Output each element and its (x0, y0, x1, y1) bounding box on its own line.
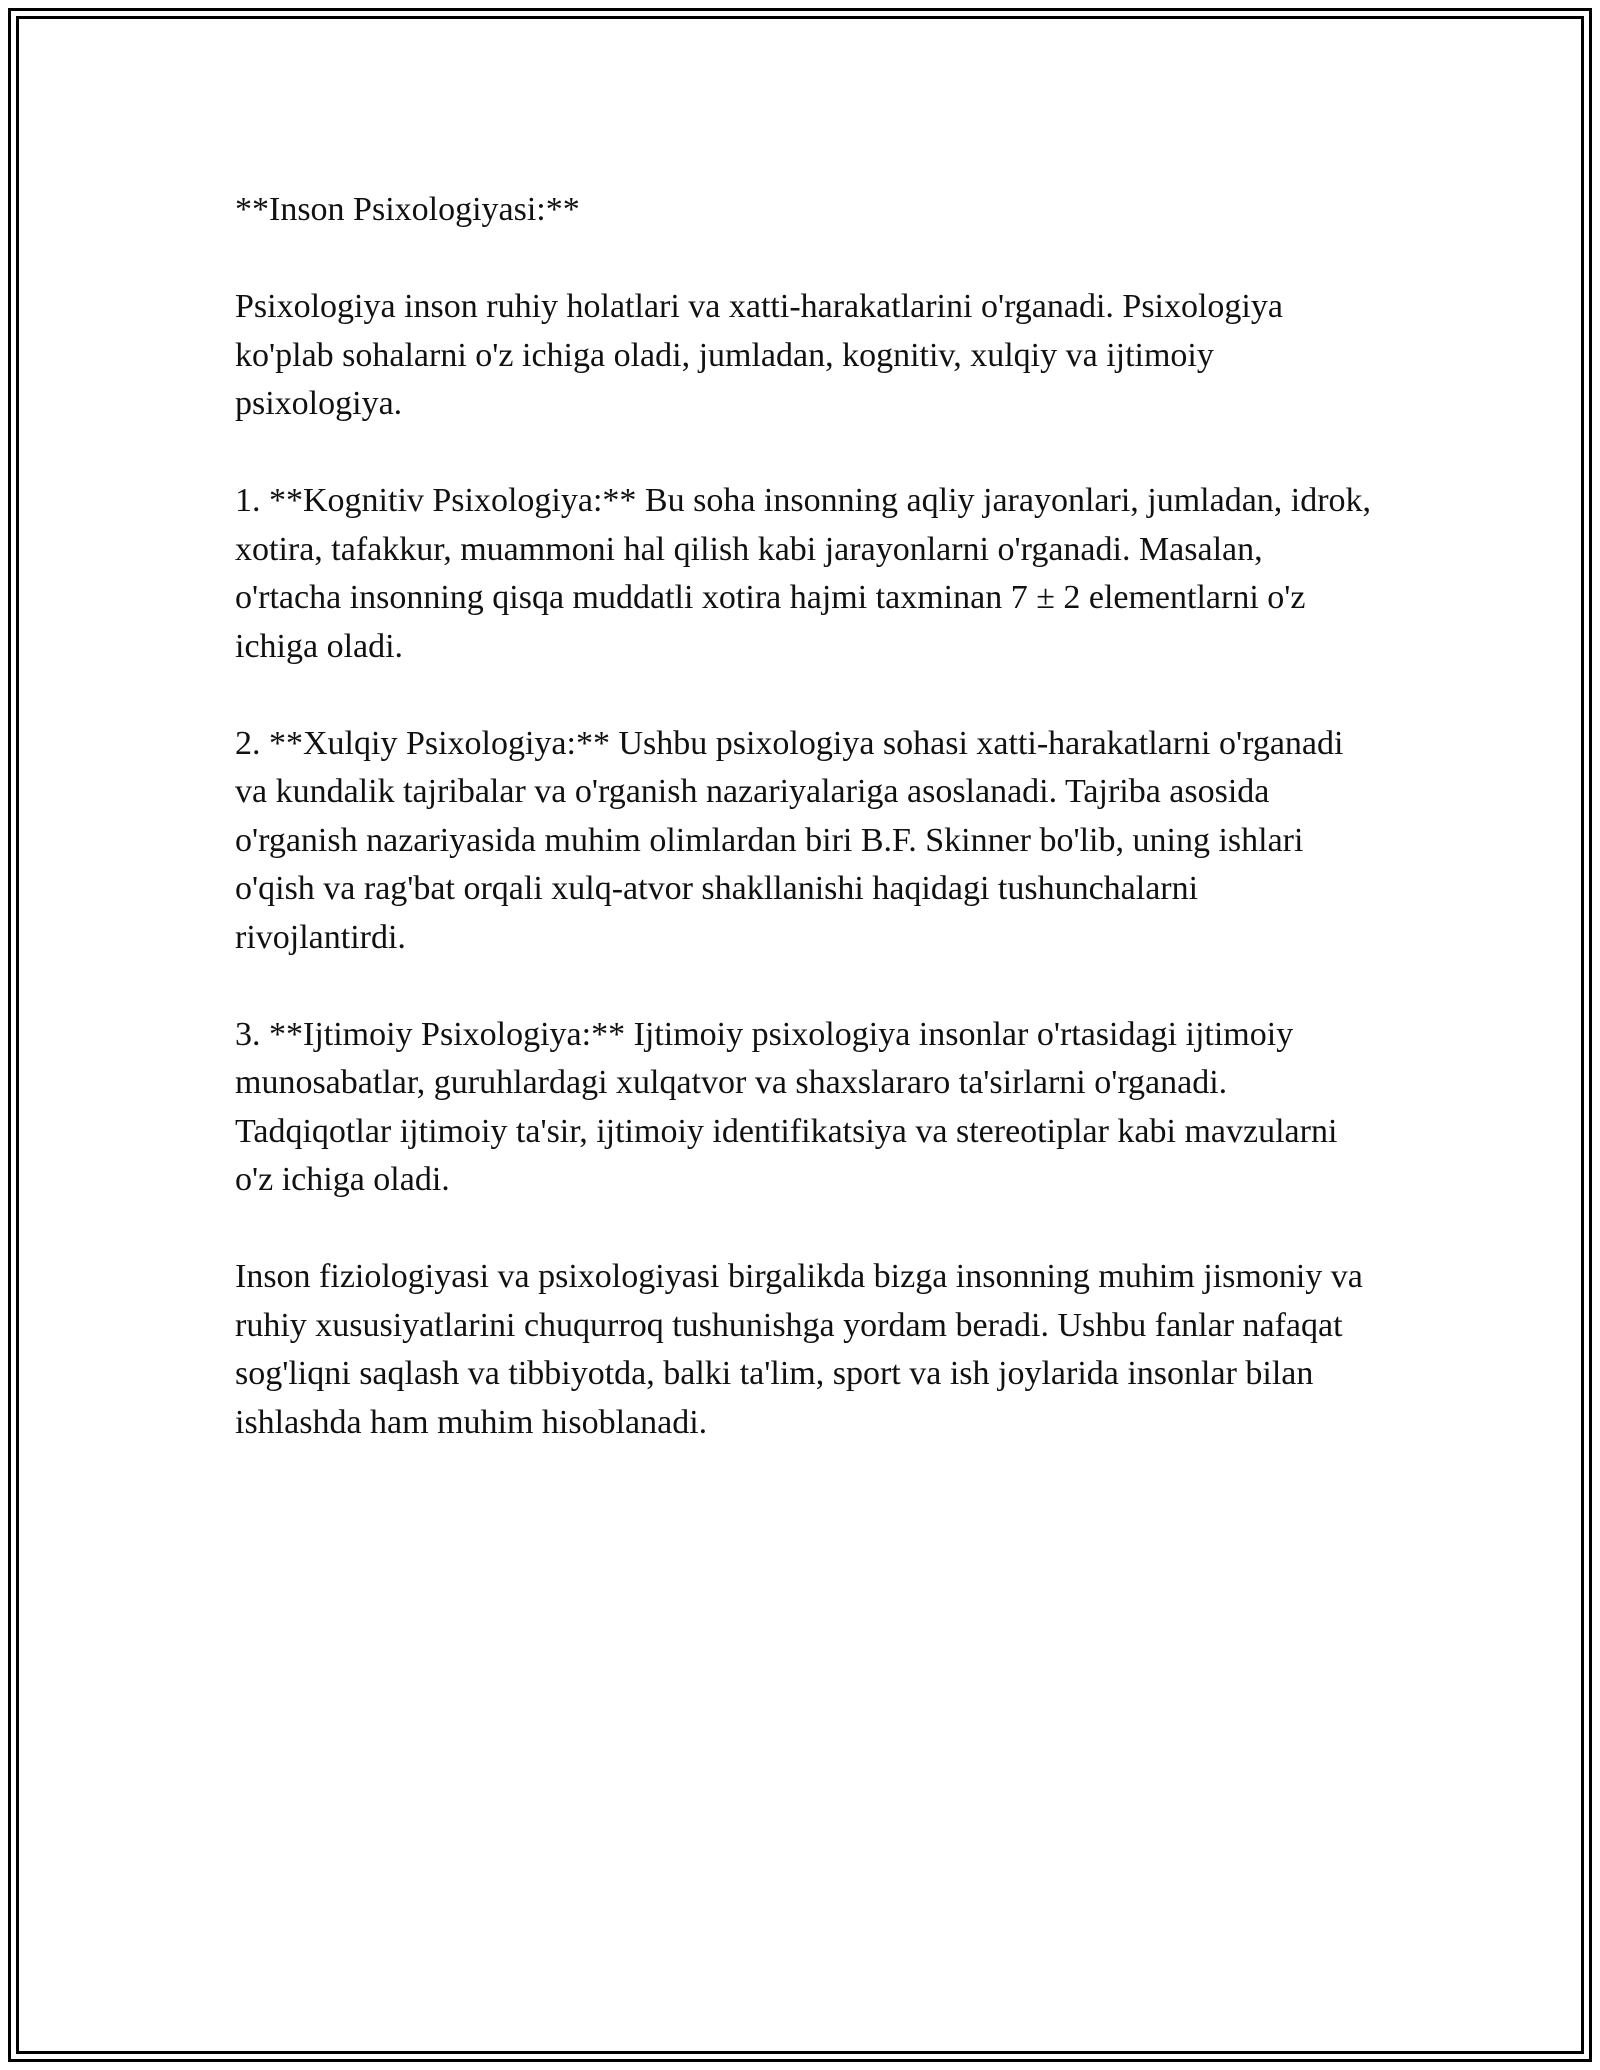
document-title: **Inson Psixologiyasi:** (235, 191, 580, 228)
document-body (235, 186, 1375, 1496)
intro-paragraph: Psixologiya inson ruhiy holatlari va xatti-harakatlarini o'rganadi. Psixologiya ko'plab sohalarni o'z ichiga oladi, jumladan, kognitiv, xulqiy va ijtimoiy psixologiya. (235, 288, 1283, 422)
section-behavioral: 2. **Xulqiy Psixologiya:** Ushbu psixologiya sohasi xatti-harakatlarni o'rganadi va kundalik tajribalar va o'rganish nazariyalariga asoslanadi. Tajriba asosida o'rganish nazariyasida muhim olimlardan biri B.F. Skinner bo'lib, uning ishlari o'qish va rag'bat orqali xulq-atvor shakllanishi haqidagi tushunchalarni rivojlantirdi. (235, 724, 1344, 956)
section-social: 3. **Ijtimoiy Psixologiya:** Ijtimoiy psixologiya insonlar o'rtasidagi ijtimoiy munosabatlar, guruhlardagi xulqatvor va shaxslararo ta'sirlarni o'rganadi. Tadqiqotlar ijtimoiy ta'sir, ijtimoiy identifikatsiya va stereotiplar kabi mavzularni o'z ichiga oladi. (235, 1015, 1338, 1198)
conclusion-paragraph: Inson fiziologiyasi va psixologiyasi birgalikda bizga insonning muhim jismoniy va ruhiy xususiyatlarini chuqurroq tushunishga yordam beradi. Ushbu fanlar nafaqat sog'liqni saqlash va tibbiyotda, balki ta'lim, sport va ish joylarida insonlar bilan ishlashda ham muhim hisoblanadi. (235, 1258, 1363, 1441)
section-cognitive: 1. **Kognitiv Psixologiya:** Bu soha insonning aqliy jarayonlari, jumladan, idrok, xotira, tafakkur, muammoni hal qilish kabi jarayonlarni o'rganadi. Masalan, o'rtacha insonning qisqa muddatli xotira hajmi taxminan 7 ± 2 elementlarni o'z ichiga oladi. (235, 482, 1372, 665)
